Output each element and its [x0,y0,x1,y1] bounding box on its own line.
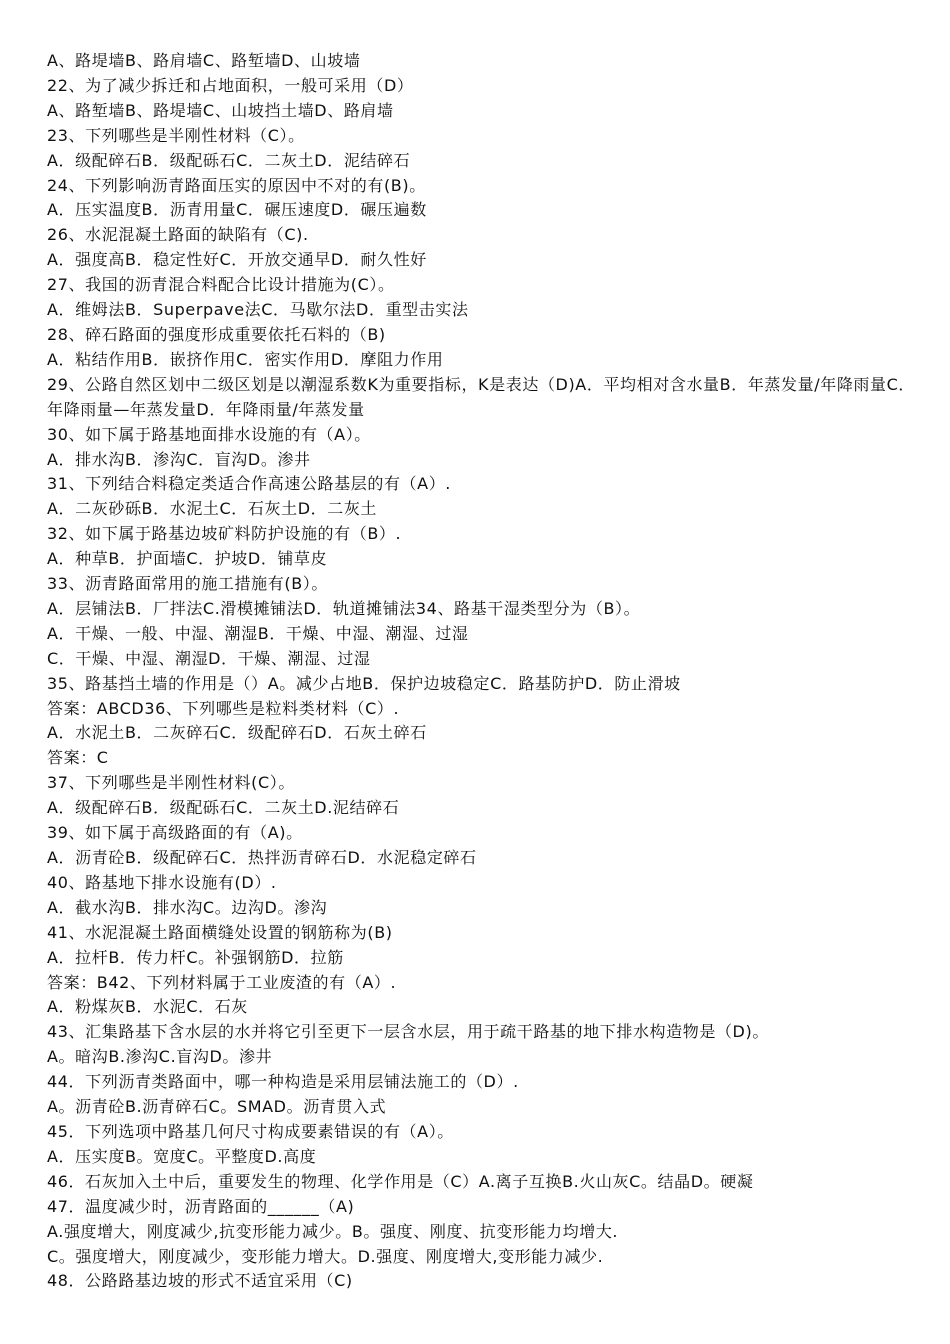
text-line: A．干燥、一般、中湿、潮湿B．干燥、中湿、潮湿、过湿 [47,623,469,643]
text-line: A、路堑墙B、路堤墙C、山坡挡土墙D、路肩墙 [47,100,394,120]
text-line: A．压实温度B．沥青用量C．碾压速度D．碾压遍数 [47,200,427,220]
text-line: 27、我国的沥青混合料配合比设计措施为(C）。 [47,275,395,295]
text-line: A．水泥土B．二灰碎石C．级配碎石D．石灰土碎石 [47,723,427,743]
text-line: A.强度增大，刚度减少,抗变形能力减少。B。强度、刚度、抗变形能力均增大. [47,1221,619,1241]
text-line: A．种草B．护面墙C．护坡D．铺草皮 [47,549,328,569]
text-line: 43、汇集路基下含水层的水并将它引至更下一层含水层，用于疏干路基的地下排水构造物是（D)。 [47,1022,769,1042]
text-line: 答案：ABCD36、下列哪些是粒料类材料（C）. [47,698,400,718]
text-line: 48．公路路基边坡的形式不适宜采用（C) [47,1271,353,1291]
text-line: 47．温度减少时，沥青路面的______（A) [47,1196,355,1216]
text-line: C。强度增大，刚度减少，变形能力增大。D.强度、刚度增大,变形能力减少. [47,1246,604,1266]
text-line: 答案：B42、下列材料属于工业废渣的有（A）. [47,972,397,992]
text-line: 44．下列沥青类路面中，哪一种构造是采用层铺法施工的（D）. [47,1072,519,1092]
text-line: A．沥青砼B．级配碎石C．热拌沥青碎石D．水泥稳定碎石 [47,848,477,867]
text-line: 33、沥青路面常用的施工措施有(B）。 [47,574,328,594]
text-line: A．维姆法B．Superpave法C．马歇尔法D．重型击实法 [47,300,469,320]
text-line: A．粉煤灰B．水泥C．石灰 [47,997,248,1017]
text-line: A．排水沟B．渗沟C．盲沟D。渗井 [47,449,311,469]
text-line: A．强度高B．稳定性好C．开放交通早D．耐久性好 [47,250,427,270]
text-line: A．压实度B。宽度C。平整度D.高度 [47,1146,317,1166]
text-line: A．级配碎石B．级配砾石C．二灰土D.泥结碎石 [47,798,400,818]
text-line: A．拉杆B．传力杆C。补强钢筋D．拉筋 [47,947,344,967]
text-line: 35、路基挡土墙的作用是（）A。减少占地B．保护边坡稳定C．路基防护D．防止滑坡 [47,673,681,693]
text-line: A。暗沟B.渗沟C.盲沟D。渗井 [47,1047,273,1067]
text-line: A．粘结作用B．嵌挤作用C．密实作用D．摩阻力作用 [47,349,444,369]
text-line: 29、公路自然区划中二级区划是以潮湿系数K为重要指标，K是表达（D)A．平均相对含水量B．年蒸发量/年降雨量C．年降雨量—年蒸发量D．年降雨量/年蒸发量 [47,374,915,419]
text-line: 37、下列哪些是半刚性材料(C）。 [47,773,295,793]
text-line: 26、水泥混凝土路面的缺陷有（C). [47,225,309,245]
text-line: 45．下列选项中路基几何尺寸构成要素错误的有（A）。 [47,1121,454,1141]
text-line: 23、下列哪些是半刚性材料（C）。 [47,125,305,145]
text-line: A．二灰砂砾B．水泥土C．石灰土D．二灰土 [47,499,378,519]
text-line: 46．石灰加入土中后，重要发生的物理、化学作用是（C）A.离子互换B.火山灰C。结晶D。硬凝 [47,1171,754,1191]
text-line: C．干燥、中湿、潮湿D．干燥、潮湿、过湿 [47,648,371,668]
text-line: 28、碎石路面的强度形成重要依托石料的（B) [47,324,386,344]
text-line: A．截水沟B．排水沟C。边沟D。渗沟 [47,897,328,917]
text-line: 答案：C [47,748,109,768]
text-line: 31、下列结合料稳定类适合作高速公路基层的有（A）. [47,474,451,494]
text-line: 30、如下属于路基地面排水设施的有（A）。 [47,424,371,444]
text-line: 32、如下属于路基边坡矿料防护设施的有（B）. [47,524,402,544]
text-line: 22、为了减少拆迁和占地面积，一般可采用（D） [47,75,414,95]
document-body [47,49,917,1294]
text-line: 39、如下属于高级路面的有（A)。 [47,823,303,843]
text-line: 24、下列影响沥青路面压实的原因中不对的有(B)。 [47,175,426,195]
text-line: A．层铺法B．厂拌法C.滑模摊铺法D．轨道摊铺法34、路基干湿类型分为（B）。 [47,598,641,618]
text-line: A、路堤墙B、路肩墙C、路堑墙D、山坡墙 [47,51,361,70]
text-line: 41、水泥混凝土路面横缝处设置的钢筋称为(B) [47,922,393,942]
text-line: A．级配碎石B．级配砾石C．二灰土D．泥结碎石 [47,150,411,170]
text-line: 40、路基地下排水设施有(D）. [47,872,277,892]
text-line: A。沥青砼B.沥青碎石C。SMAD。沥青贯入式 [47,1097,387,1117]
